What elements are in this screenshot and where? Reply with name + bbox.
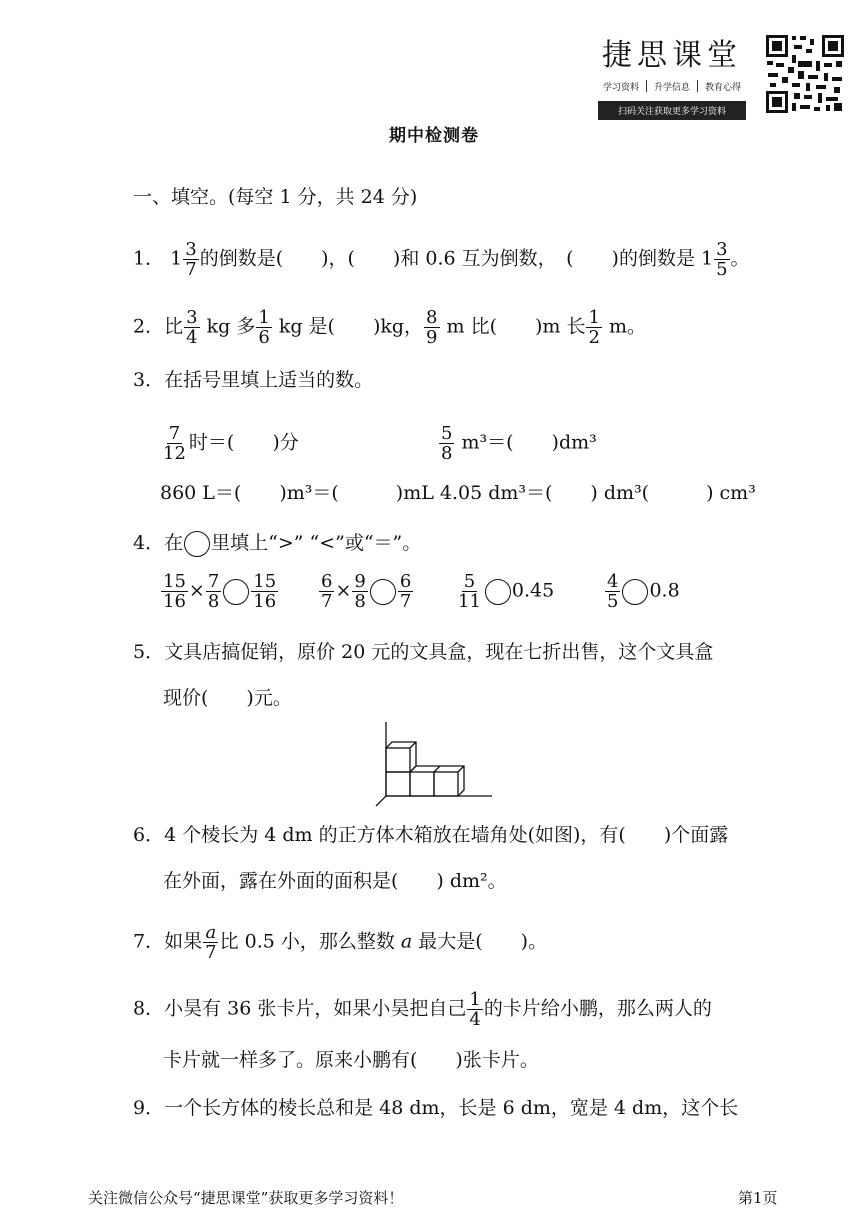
compare-value: 0.8 [649, 579, 680, 602]
fraction [161, 572, 188, 611]
fraction [424, 308, 439, 347]
question-text: m 比( )m 长 [440, 315, 586, 338]
question-number: 8． [133, 997, 165, 1020]
question-number: 4． [133, 532, 165, 554]
question-4 [133, 531, 421, 557]
question-2 [133, 308, 646, 347]
fraction [586, 308, 601, 347]
variable: a [400, 930, 413, 953]
question-6 [133, 823, 728, 847]
tag-divider [646, 80, 647, 92]
question-1 [133, 240, 750, 279]
denominator: 16 [253, 591, 277, 612]
question-text: m。 [602, 315, 646, 338]
cube-corner-figure [372, 720, 496, 808]
denominator: 7 [399, 591, 412, 612]
q8-line-2: 卡片就一样多了。原来小鹏有( )张卡片。 [163, 1049, 539, 1071]
denominator: 5 [716, 259, 728, 280]
page-number: 第1页 [738, 1189, 778, 1207]
fraction [206, 572, 221, 611]
denominator: 7 [205, 942, 217, 963]
numerator: 3 [716, 239, 728, 260]
denominator: 7 [185, 259, 197, 280]
brand-tag: 教育心得 [705, 83, 742, 93]
question-number: 6． [133, 824, 165, 846]
question-5 [133, 640, 713, 664]
fraction [605, 572, 620, 611]
denominator: 11 [458, 591, 481, 612]
question-text: 最大是( )。 [412, 930, 548, 953]
brand-banner: 扫码关注获取更多学习资料 [598, 101, 746, 120]
fraction [456, 572, 483, 611]
question-text: 在 [164, 532, 184, 554]
question-8 [133, 990, 712, 1029]
question-number: 5． [133, 641, 165, 663]
numerator: 5 [463, 571, 476, 592]
numerator: 7 [207, 571, 220, 592]
question-text: 时＝( )分 [188, 431, 299, 454]
fraction [184, 308, 199, 347]
q3-item-b [438, 424, 597, 463]
brand-tag: 学习资料 [602, 83, 639, 93]
question-number: 1． [133, 247, 165, 270]
numerator: 3 [185, 239, 197, 260]
fraction [352, 572, 367, 611]
q3-line-2: 860 L＝( )m³＝( )mL 4.05 dm³＝( ) dm³( ) cm³ [160, 482, 756, 504]
numerator: 1 [588, 307, 600, 328]
question-number: 7． [133, 930, 165, 953]
numerator: 5 [441, 423, 453, 444]
brand-header [598, 30, 746, 120]
fraction [256, 308, 271, 347]
q4-expr-3 [455, 572, 554, 611]
blank-circle-icon [184, 531, 210, 557]
question-text: 一个长方体的棱长总和是 48 dm，长是 6 dm，宽是 4 dm，这个长 [164, 1097, 739, 1119]
denominator: 5 [607, 591, 619, 612]
numerator: 1 [469, 989, 481, 1010]
question-number: 3． [133, 369, 165, 391]
denominator: 9 [426, 327, 438, 348]
answer-circle[interactable] [370, 579, 396, 605]
tag-divider [697, 80, 698, 92]
section-heading: 一、填空。(每空 1 分，共 24 分) [133, 186, 418, 208]
numerator: 1 [258, 307, 270, 328]
numerator: 15 [253, 571, 277, 592]
fraction [439, 424, 454, 463]
denominator: 2 [588, 327, 600, 348]
fraction [398, 572, 413, 611]
operator: × [335, 579, 352, 602]
qr-code-icon [764, 33, 846, 115]
brand-name: 捷思课堂 [602, 38, 742, 73]
fraction [203, 923, 218, 962]
question-9 [133, 1096, 738, 1120]
question-number: 2． [133, 315, 165, 338]
q5-line-2: 现价( )元。 [163, 687, 292, 709]
brand-tag: 升学信息 [653, 83, 690, 93]
question-text: 如果 [164, 930, 203, 953]
question-text: 4 个棱长为 4 dm 的正方体木箱放在墙角处(如图)，有( )个面露 [164, 824, 729, 846]
question-number: 9． [133, 1097, 165, 1119]
question-text: kg 是( )kg， [272, 315, 424, 338]
question-text: 在括号里填上适当的数。 [164, 369, 374, 391]
brand-tags [598, 80, 746, 93]
numerator: 4 [607, 571, 619, 592]
fraction [251, 572, 278, 611]
mixed-whole: 1 [170, 247, 183, 270]
denominator: 4 [469, 1009, 481, 1030]
numerator: 7 [168, 423, 181, 444]
question-text: 里填上“>” “<”或“＝”。 [211, 532, 422, 554]
question-text: 小昊有 36 张卡片，如果小昊把自己 [164, 997, 467, 1020]
question-text: m³＝( )dm³ [455, 431, 597, 454]
numerator: 8 [426, 307, 438, 328]
q4-expr-1 [160, 572, 279, 611]
denominator: 8 [354, 591, 366, 612]
denominator: 8 [441, 443, 453, 464]
numerator: 6 [321, 571, 333, 592]
answer-circle[interactable] [622, 579, 648, 605]
page-title: 期中检测卷 [389, 126, 479, 146]
question-text: 的倒数是( )，( )和 0.6 互为倒数， ( )的倒数是 1 [199, 247, 714, 270]
numerator: 6 [399, 571, 412, 592]
q4-expr-2 [318, 572, 414, 611]
question-text: kg 多 [200, 315, 256, 338]
q6-line-2: 在外面，露在外面的面积是( ) dm²。 [163, 870, 507, 892]
question-3 [133, 368, 373, 392]
answer-circle[interactable] [223, 579, 249, 605]
footer-note: 关注微信公众号“捷思课堂”获取更多学习资料！ [88, 1189, 404, 1207]
compare-value: 0.45 [511, 579, 555, 602]
denominator: 12 [163, 443, 186, 464]
operator: × [188, 579, 205, 602]
fraction [161, 424, 188, 463]
fraction [467, 990, 482, 1029]
denominator: 7 [321, 591, 333, 612]
answer-circle[interactable] [485, 579, 511, 605]
fraction [183, 240, 198, 279]
denominator: 4 [186, 327, 198, 348]
fraction [319, 572, 334, 611]
question-7 [133, 923, 547, 962]
denominator: 8 [207, 591, 220, 612]
numerator: 15 [163, 571, 186, 592]
question-text: 文具店搞促销，原价 20 元的文具盒，现在七折出售，这个文具盒 [164, 641, 714, 663]
fraction [714, 240, 729, 279]
question-text: 比 [164, 315, 184, 338]
denominator: 6 [258, 327, 270, 348]
question-text: 的卡片给小鹏，那么两人的 [483, 997, 712, 1020]
numerator: 9 [354, 571, 366, 592]
denominator: 16 [163, 591, 186, 612]
numerator: 3 [186, 307, 198, 328]
q3-item-a [160, 424, 299, 463]
question-text: 比 0.5 小，那么整数 [219, 930, 401, 953]
numerator: a [205, 922, 217, 943]
question-text: 。 [730, 247, 750, 270]
q4-expr-4 [604, 572, 680, 611]
